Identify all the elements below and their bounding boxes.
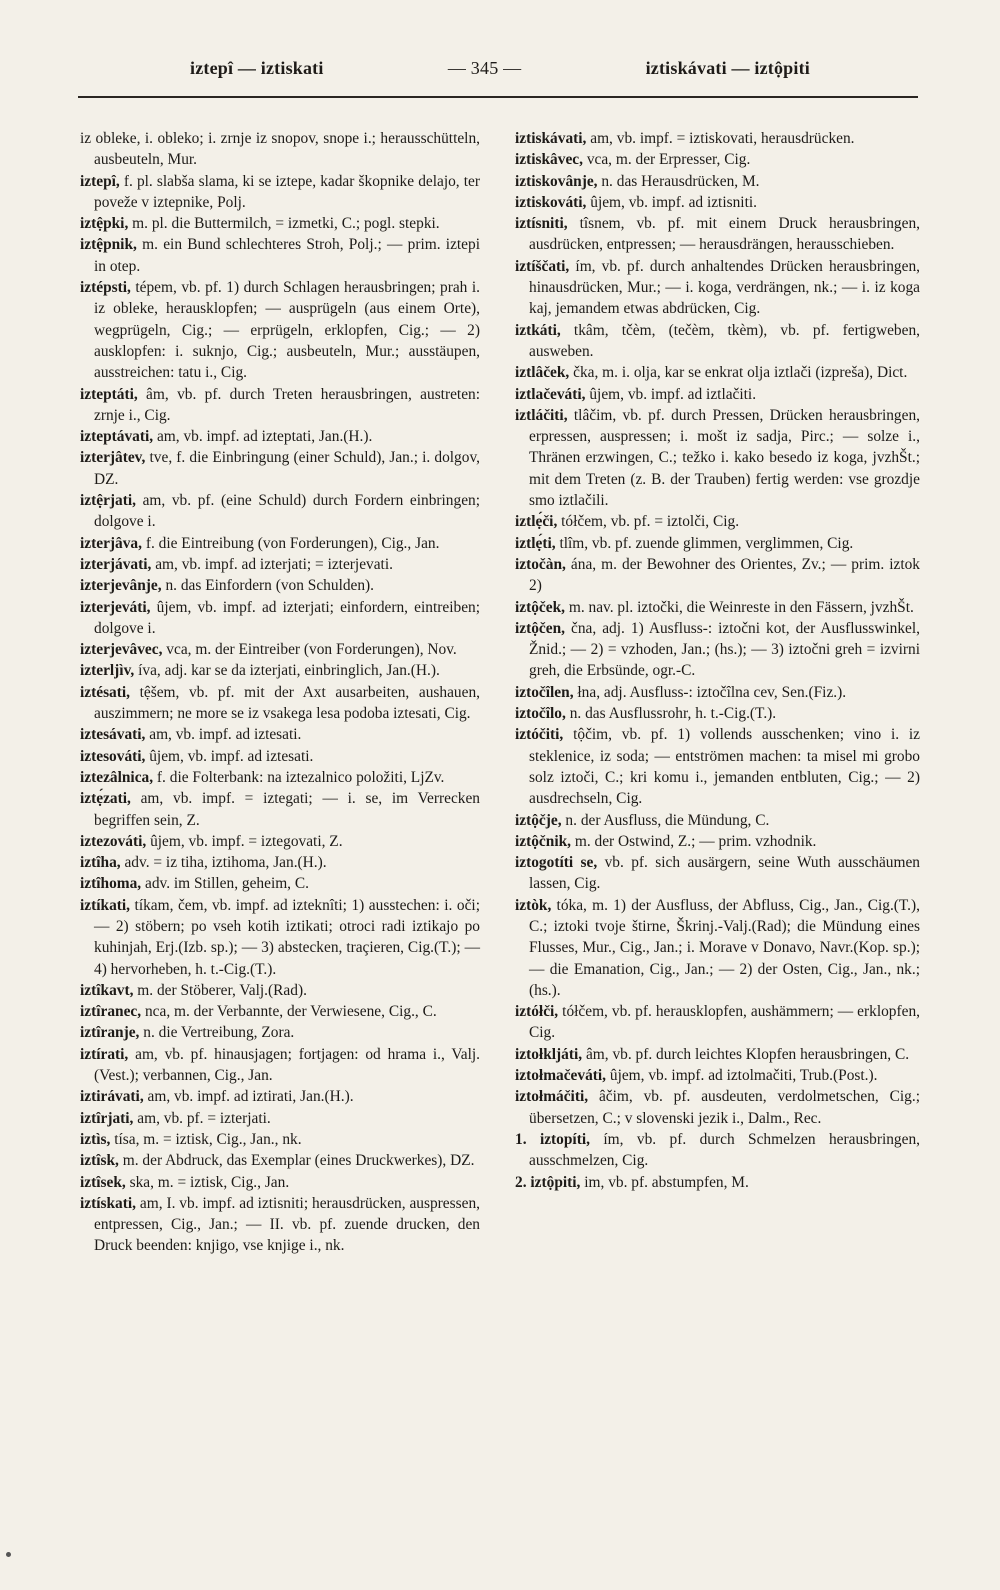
headword: iztîha, [80,854,121,872]
headword: iztộčje, [515,811,562,829]
entry-definition: âm, vb. pf. durch leichtes Klopfen herausbringen, C. [582,1045,910,1063]
entry-definition: n. die Vertreibung, Zora. [139,1024,295,1042]
dictionary-entry [515,320,920,363]
headword: iztołmačeváti, [515,1067,607,1085]
dictionary-entry [80,980,480,1001]
entry-definition: am, vb. impf. ad iztirati, Jan.(H.). [143,1088,354,1106]
headword: iztộčnik, [515,832,572,850]
headword: iztkáti, [515,321,561,339]
dictionary-entry [515,256,920,320]
dictionary-entry [515,362,920,383]
dictionary-entry [515,1086,920,1129]
dictionary-entry [515,511,920,532]
entry-definition: f. die Folterbank: na iztezalnico položiti, LjZv. [153,768,445,786]
headword: izterjevâvec, [80,641,163,659]
headword: iztòk, [515,896,552,914]
headword: iztísniti, [515,215,568,233]
dictionary-entry [80,767,480,788]
entry-definition: am, I. vb. impf. ad iztisniti; herausdrücken, auspressen, entpressen, Cig., Jan.; — II. vb. pf. zuende drucken, den Druck beenden: knjigo, vse knjige i., nk. [94,1194,480,1255]
dictionary-entry [515,213,920,256]
entry-definition: f. pl. slabša slama, ki se iztepe, kadar škopnike delajo, ter poveže v iztepnike, Polj. [94,172,480,211]
dictionary-entry [80,384,480,427]
entry-definition: iz obleke, i. obleko; i. zrnje iz snopov, snope i.; herausschütteln, ausbeuteln, Mur. [80,130,480,169]
dictionary-entry [80,895,480,980]
headword: iztirávati, [80,1088,144,1106]
dictionary-entry [515,1172,920,1193]
dictionary-entry [515,128,920,149]
headword: iztîranje, [80,1024,140,1042]
headword: iztiskâvec, [515,151,583,169]
headword: iztogotíti se, [515,854,598,872]
dictionary-entry [515,405,920,511]
entry-definition: tîsnem, vb. pf. mit einem Druck herausbringen, ausdrücken, entpressen; — herausdrängen, herausschieben. [529,215,920,254]
entry-definition: adv. im Stillen, geheim, C. [141,875,309,893]
headword: iztočàn, [515,555,566,573]
headword: iztíkati, [80,896,131,914]
entry-definition: tkâm, tčèm, (tečèm, tkèm), vb. pf. fertigweben, ausweben. [529,321,920,360]
entry-definition: tộčim, vb. pf. 1) vollends ausschenken; vino i. iz steklenice, iz soda; — entströmen machen: ta misel mi grobo solz iztoči, C.; kri komu i., jemanden entbluten, Cig.; — 2) ausdrechseln, Cig. [529,726,920,808]
header-rule [78,96,918,98]
dictionary-entry [515,192,920,213]
dictionary-entry [80,554,480,575]
entry-definition: tísa, m. = iztisk, Cig., Jan., nk. [110,1130,302,1148]
headword: iztépsti, [80,279,131,297]
entry-definition: íva, adj. kar se da izterjati, einbringlich, Jan.(H.). [134,662,440,680]
dictionary-entry [80,746,480,767]
entry-definition: n. der Ausfluss, die Mündung, C. [561,811,770,829]
headword: izterjâva, [80,534,142,552]
headword: iztočîlen, [515,683,574,701]
entry-definition: ûjem, vb. impf. ad iztesati. [145,747,314,765]
entry-definition: tlîm, vb. pf. zuende glimmen, verglimmen, Cig. [555,534,854,552]
entry-definition: am, vb. impf. ad izterjati; = izterjevati. [151,555,393,573]
headword: iztệrjati, [80,492,136,510]
dictionary-entry [80,873,480,894]
entry-definition: m. pl. die Buttermilch, = izmetki, C.; pogl. stepki. [128,215,440,233]
dictionary-entry [515,831,920,852]
entry-definition: ím, vb. pf. durch anhaltendes Drücken herausbringen, hinausdrücken, Mur.; — i. koga, verdrängen, nk.; — i. iz koga kaj, jemandem etwas abdrücken, Cig. [529,257,920,318]
headword: iztẹ́zati, [80,790,131,808]
entry-definition: ûjem, vb. impf. = iztegovati, Z. [146,832,343,850]
entry-definition: nca, m. der Verbannte, der Verwiesene, Cig., C. [141,1003,437,1021]
dictionary-entry [80,234,480,277]
headword: iztezováti, [80,832,147,850]
headword: iztíščati, [515,257,570,275]
headword: iztezâlnica, [80,768,154,786]
dictionary-entry [80,1044,480,1087]
entry-definition: m. nav. pl. iztočki, die Weinreste in den Fässern, jvzhŠt. [565,598,914,616]
headword: izterjávati, [80,555,152,573]
dictionary-entry [80,831,480,852]
entry-definition: n. das Ausflussrohr, h. t.-Cig.(T.). [565,705,777,723]
entry-definition: tlâčim, vb. pf. durch Pressen, Drücken herausbringen, erpressen, auspressen; i. mošt iz sadja, Pirc.; — solze i., Thränen erzwingen, C.; težko i. kako besedo iz koga, jvzhŠt.; mit dem Treten (z. B. der Trauben) fertig werden: vse grozdje smo iztlačili. [529,406,920,510]
entry-definition: vb. pf. sich ausärgern, seine Wuth ausschäumen lassen, Cig. [529,854,920,893]
running-header [190,58,810,88]
dictionary-entry [515,1129,920,1172]
headword: iztệpki, [80,215,129,233]
headword: 1. iztopíti, [515,1130,590,1148]
dictionary-entry [80,1086,480,1107]
dictionary-entry [515,149,920,170]
dictionary-entry [80,128,480,171]
dictionary-entry [80,724,480,745]
dictionary-entry [80,682,480,725]
entry-definition: n. das Herausdrücken, M. [597,172,760,190]
headword: iztołmáčiti, [515,1088,589,1106]
dictionary-entry [515,1065,920,1086]
dictionary-entry [80,639,480,660]
dictionary-entry [80,213,480,234]
headword: iztệpnik, [80,236,137,254]
entry-definition: f. die Eintreibung (von Forderungen), Cig., Jan. [141,534,440,552]
entry-definition: tệšem, vb. pf. mit der Axt ausarbeiten, aushauen, auszimmern; ne more se iz vsakega lesa podoba iztesati, Cig. [94,683,480,723]
headword: iztîhoma, [80,875,142,893]
headword: izteptáti, [80,385,138,403]
headword: iztóčiti, [515,726,564,744]
headword: iztesováti, [80,747,146,765]
entry-definition: m. der Stöberer, Valj.(Rad). [133,981,307,999]
headword: iztìs, [80,1130,111,1148]
dictionary-entry [80,490,480,533]
dictionary-entry [515,554,920,597]
dictionary-entry [515,1044,920,1065]
headword: iztộček, [515,598,565,616]
headword: iztírati, [80,1045,129,1063]
dictionary-entry [80,1001,480,1022]
entry-definition: n. das Einfordern (von Schulden). [161,577,375,595]
entry-definition: am, vb. impf. = iztegati; — i. se, im Verrecken begriffen sein, Z. [94,790,480,829]
dictionary-entry [80,597,480,640]
headword: iztiskávati, [515,130,587,147]
dictionary-entry [80,1022,480,1043]
entry-definition: tóka, m. 1) der Ausfluss, der Abfluss, Cig., Jan., Cig.(T.), C.; iztoki tvoje štirne, Škrinj.-Valj.(Rad); die Mündung eines Flusses, Mur., Cig., Jan.; i. Morave v Donavo, Navr.(Kop. sp.); — die Emanation, Cig., Jan.; — 2) der Osten, Cig., Jan., nk.; (hs.). [529,896,920,999]
headword: iztộčen, [515,619,565,637]
page-number: — 345 — [447,58,522,78]
headword: iztésati, [80,683,130,701]
headword: izterjâtev, [80,449,146,467]
headword: izteptávati, [80,428,154,446]
headword: iztískati, [80,1194,137,1212]
headword: iztlačeváti, [515,385,586,403]
entry-definition: ím, vb. pf. durch Schmelzen herausbringen, ausschmelzen, Cig. [529,1130,920,1170]
dictionary-entry [515,703,920,724]
dictionary-entry [80,1129,480,1150]
dictionary-entry [80,1150,480,1171]
dictionary-entry [515,618,920,682]
headword: iztiskováti, [515,193,587,211]
dictionary-entry [80,1193,480,1257]
dictionary-entry [515,1001,920,1044]
dictionary-entry [80,1108,480,1129]
entry-definition: tépem, vb. pf. 1) durch Schlagen herausbringen; prah i. iz obleke, herausklopfen; — ausprügeln (aus einem Orte), wegprügeln, Cig.; — erprügeln, erklopfen, Cig.; — 2) ausklopfen: i. suknjo, Cig.; ausbeuteln, Mur.; ausstäupen, ausstreichen: tatu i., Cig. [94,279,480,382]
entry-definition: tółčem, vb. pf. = iztolči, Cig. [557,513,740,531]
entry-definition: łna, adj. Ausfluss-: iztočîlna cev, Sen.(Fiz.). [573,683,847,701]
headword: iztîkavt, [80,981,134,999]
headword: izterjeváti, [80,598,151,616]
entry-definition: m. ein Bund schlechteres Stroh, Polj.; — prim. iztepi in otep. [94,236,480,275]
dictionary-entry [80,1172,480,1193]
header-right: iztiskávati — iztộpiti [645,58,810,78]
entry-definition: ûjem, vb. impf. ad iztlačiti. [585,385,757,403]
headword: iztlâček, [515,364,570,382]
entry-definition: âčim, vb. pf. ausdeuten, verdolmetschen, Cig.; übersetzen, C.; v slovenski jezik i., Dalm., Rec. [529,1088,920,1127]
entry-definition: ûjem, vb. impf. ad iztolmačiti, Trub.(Post.). [606,1067,878,1085]
dictionary-entry [515,533,920,554]
dictionary-entry [80,171,480,214]
headword: iztočîlo, [515,705,566,723]
entry-definition: im, vb. pf. abstumpfen, M. [580,1173,749,1191]
dictionary-entry [80,426,480,447]
entry-definition: m. der Ostwind, Z.; — prim. vzhodnik. [571,832,817,850]
entry-definition: m. der Abdruck, das Exemplar (eines Druckwerkes), DZ. [118,1152,475,1170]
right-column [515,128,920,1193]
entry-definition: čna, adj. 1) Ausfluss-: iztočni kot, der Ausflusswinkel, Žnid.; — 2) = vzhoden, Jan.; (hs.); — 3) iztočni greh = izvirni greh, die Erbsünde, ogr.-C. [529,619,920,680]
entry-definition: am, vb. pf. (eine Schuld) durch Fordern einbringen; dolgove i. [94,492,480,531]
entry-definition: tve, f. die Einbringung (einer Schuld), Jan.; i. dolgov, DZ. [94,449,480,488]
headword: iztîrjati, [80,1109,134,1127]
dictionary-entry [515,724,920,809]
headword: iztółči, [515,1003,559,1021]
entry-definition: tółčem, vb. pf. herausklopfen, aushämmern; — erklopfen, Cig. [529,1003,920,1042]
dictionary-entry [80,852,480,873]
entry-definition: ána, m. der Bewohner des Orientes, Zv.; — prim. iztok 2) [529,555,920,595]
dictionary-entry [80,277,480,383]
headword: 2. iztộpiti, [515,1173,581,1191]
ink-speck [6,1552,11,1557]
dictionary-entry [515,682,920,703]
dictionary-entry [80,447,480,490]
entry-definition: ûjem, vb. impf. ad izterjati; einfordern, eintreiben; dolgove i. [94,598,480,637]
dictionary-entry [515,384,920,405]
headword: iztláčiti, [515,406,568,424]
headword: iztîsk, [80,1152,119,1170]
dictionary-entry [515,597,920,618]
entry-definition: vca, m. der Eintreiber (von Forderungen), Nov. [162,641,457,659]
left-column [80,128,480,1257]
headword: izterljìv, [80,662,135,680]
headword: iztlẹ́ti, [515,534,556,552]
headword: iztepî, [80,172,120,190]
headword: iztîsek, [80,1173,126,1191]
dictionary-entry [80,788,480,831]
dictionary-entry [515,810,920,831]
dictionary-entry [80,575,480,596]
entry-definition: am, vb. pf. hinausjagen; fortjagen: od hrama i., Valj.(Vest.); verbannen, Cig., Jan. [94,1045,480,1085]
headword: iztiskovânje, [515,172,598,190]
entry-definition: am, vb. pf. = izterjati. [133,1109,271,1127]
entry-definition: am, vb. impf. ad izteptati, Jan.(H.). [153,428,373,446]
entry-definition: âm, vb. pf. durch Treten herausbringen, austreten: zrnje i., Cig. [94,385,480,424]
entry-definition: ska, m. = iztisk, Cig., Jan. [125,1173,290,1191]
headword: iztîranec, [80,1003,142,1021]
entry-definition: am, vb. impf. ad iztesati. [145,726,302,744]
dictionary-entry [515,852,920,895]
headword: iztlẹ́či, [515,513,558,531]
headword: iztołkljáti, [515,1045,583,1063]
entry-definition: čka, m. i. olja, kar se enkrat olja iztlači (izpreša), Dict. [569,364,908,382]
entry-definition: vca, m. der Erpresser, Cig. [582,151,751,169]
header-left: iztepî — iztiskati [190,58,324,78]
entry-definition: am, vb. impf. = iztiskovati, herausdrücken. [586,130,855,147]
entry-definition: tíkam, čem, vb. impf. ad izteknîti; 1) ausstechen: i. oči; — 2) stöbern; po vseh kotih iztikati; otroci radi iztikajo po kuhinjah, Erj.(Izb. sp.); — 3) abstecken, traçieren, Cig.(T.); — 4) hervorheben, h. t.-Cig.(T.). [94,896,480,978]
entry-definition: adv. = iz tiha, iztihoma, Jan.(H.). [120,854,327,872]
dictionary-entry [80,533,480,554]
entry-definition: ûjem, vb. impf. ad iztisniti. [586,193,757,211]
headword: iztesávati, [80,726,146,744]
dictionary-entry [515,171,920,192]
dictionary-entry [515,895,920,1001]
dictionary-entry [80,660,480,681]
headword: izterjevânje, [80,577,162,595]
